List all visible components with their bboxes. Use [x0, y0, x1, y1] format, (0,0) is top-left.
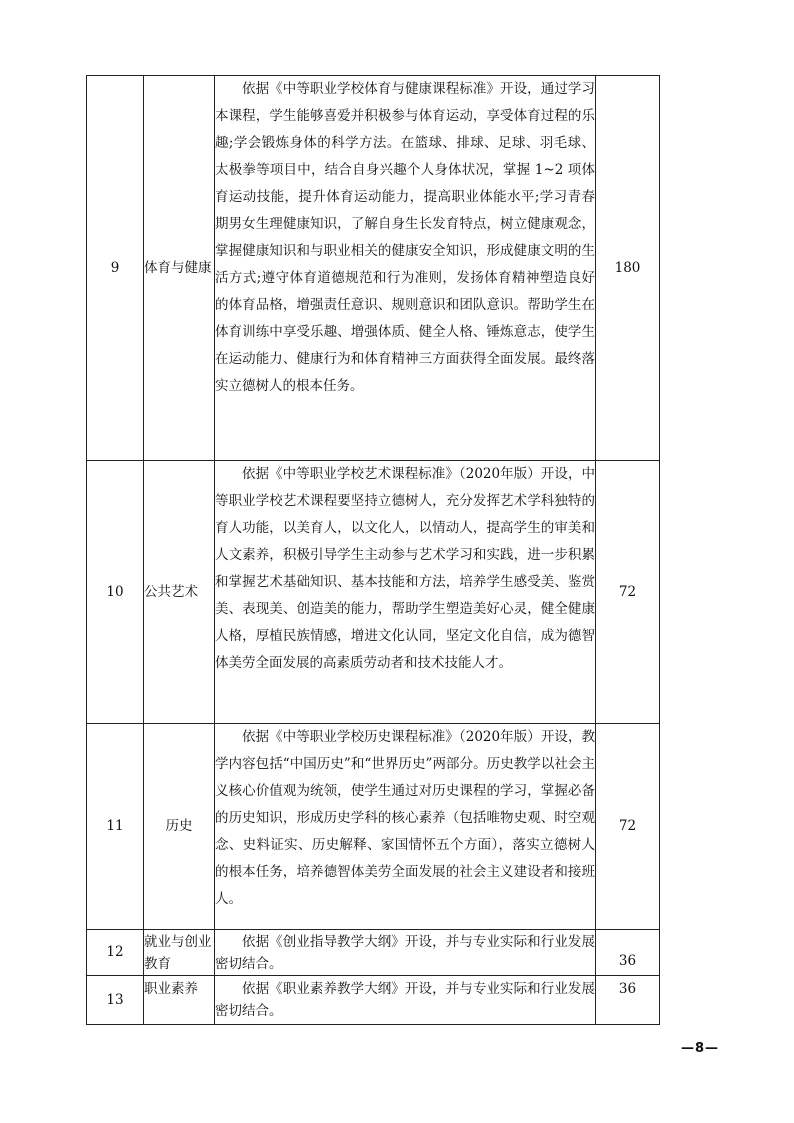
course-hours: 180	[596, 76, 660, 461]
course-number: 12	[87, 930, 144, 976]
course-table	[86, 75, 660, 1025]
course-description-text: 依据《中等职业学校体育与健康课程标准》开设，通过学习本课程，学生能够喜爱并积极参与体育运动，享受体育过程的乐趣;学会锻炼身体的科学方法。在篮球、排球、足球、羽毛球、太极拳等项目中，结合自身兴趣个人身体状况，掌握 1~2 项体育运动技能，提升体育运动能力，提高职业体能水平;学习青春期男女生理健康知识，了解自身生长发育特点，树立健康观念，掌握健康知识和与职业相关的健康安全知识，形成健康文明的生活方式;遵守体育道德规范和行为准则，发扬体育精神塑造良好的体育品格，增强责任意识、规则意识和团队意识。帮助学生在体育训练中享受乐趣、增强体质、健全人格、锤炼意志，使学生在运动能力、健康行为和体育精神三方面获得全面发展。最终落实立德树人的根本任务。	[215, 81, 595, 394]
course-number: 13	[87, 976, 144, 1025]
table-row	[87, 461, 660, 724]
course-name: 就业与创业教育	[144, 930, 215, 976]
course-description	[215, 461, 596, 724]
course-name: 体育与健康	[144, 76, 215, 461]
course-description	[215, 930, 596, 976]
page-number: —8—	[681, 1041, 720, 1056]
course-description	[215, 76, 596, 461]
table-row	[87, 76, 660, 461]
course-name: 职业素养	[144, 976, 215, 1025]
table-row	[87, 724, 660, 930]
course-hours: 72	[596, 724, 660, 930]
course-description-text: 依据《职业素养教学大纲》开设，并与专业实际和行业发展密切结合。	[215, 981, 595, 1019]
course-hours: 72	[596, 461, 660, 724]
course-description-text: 依据《中等职业学校历史课程标准》（2020年版）开设，教学内容包括“中国历史”和“世界历史”两部分。历史教学以社会主义核心价值观为统领，使学生通过对历史课程的学习，掌握必备的历史知识，形成历史学科的核心素养（包括唯物史观、时空观念、史料证实、历史解释、家国情怀五个方面），落实立德树人的根本任务，培养德智体美劳全面发展的社会主义建设者和接班人。	[215, 729, 595, 907]
course-number: 10	[87, 461, 144, 724]
course-hours: 36	[596, 976, 660, 1025]
course-description-text: 依据《创业指导教学大纲》开设，并与专业实际和行业发展密切结合。	[215, 934, 595, 972]
course-number: 11	[87, 724, 144, 930]
course-description-text: 依据《中等职业学校艺术课程标准》（2020年版）开设，中等职业学校艺术课程要坚持立德树人，充分发挥艺术学科独特的育人功能，以美育人，以文化人，以情动人，提高学生的审美和人文素养，积极引导学生主动参与艺术学习和实践，进一步积累和掌握艺术基础知识、基本技能和方法，培养学生感受美、鉴赏美、表现美、创造美的能力，帮助学生塑造美好心灵，健全健康人格，厚植民族情感，增进文化认同，坚定文化自信，成为德智体美劳全面发展的高素质劳动者和技术技能人才。	[215, 466, 595, 671]
course-description	[215, 976, 596, 1025]
table-row	[87, 976, 660, 1025]
course-name: 公共艺术	[144, 461, 215, 724]
course-number: 9	[87, 76, 144, 461]
course-hours: 36	[596, 930, 660, 976]
table-row	[87, 930, 660, 976]
course-description	[215, 724, 596, 930]
course-name: 历史	[144, 724, 215, 930]
